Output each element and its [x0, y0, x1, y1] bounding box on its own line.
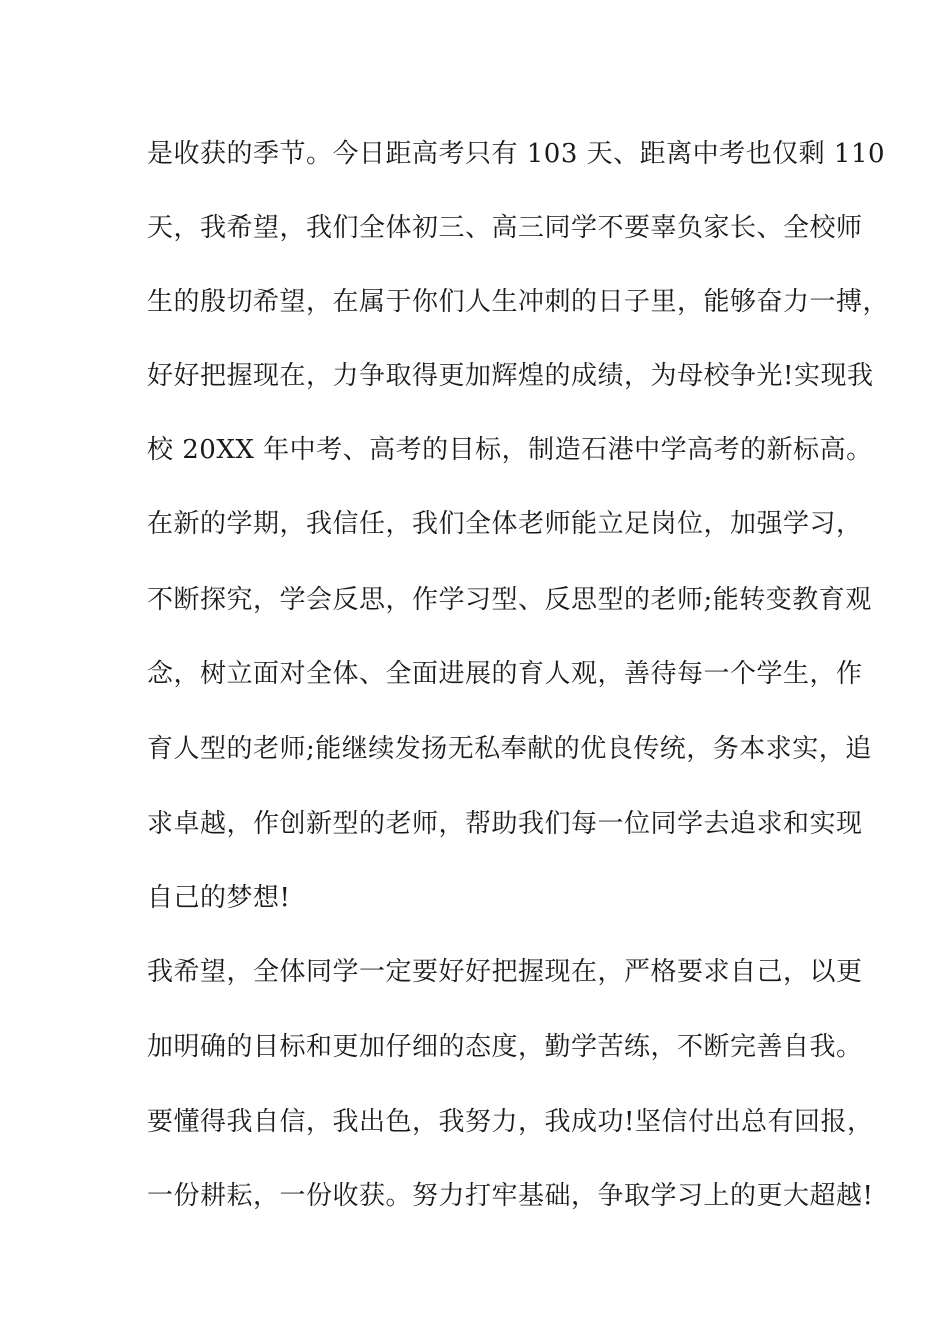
- text-line: 念，树立面对全体、全面进展的育人观，善待每一个学生，作: [147, 659, 863, 689]
- text-line: 一份耕耘，一份收获。努力打牢基础，争取学习上的更大超越!: [147, 1181, 874, 1211]
- text-line: 加明确的目标和更加仔细的态度，勤学苦练，不断完善自我。: [147, 1032, 863, 1062]
- text-line: 校 20XX 年中考、高考的目标，制造石港中学高考的新标高。: [147, 435, 873, 465]
- text-line: 天，我希望，我们全体初三、高三同学不要辜负家长、全校师: [147, 213, 863, 243]
- text-line: 生的殷切希望，在属于你们人生冲刺的日子里，能够奋力一搏，: [147, 287, 890, 317]
- text-line: 是收获的季节。今日距高考只有 103 天、距离中考也仅剩 110: [147, 139, 886, 169]
- text-line: 求卓越，作创新型的老师，帮助我们每一位同学去追求和实现: [147, 809, 863, 839]
- text-line: 不断探究，学会反思，作学习型、反思型的老师;能转变教育观: [147, 585, 872, 615]
- text-line: 我希望，全体同学一定要好好把握现在，严格要求自己，以更: [147, 957, 863, 987]
- text-line: 育人型的老师;能继续发扬无私奉献的优良传统，务本求实，追: [147, 734, 872, 764]
- text-line: 在新的学期，我信任，我们全体老师能立足岗位，加强学习，: [147, 509, 863, 539]
- text-line: 自己的梦想!: [147, 883, 291, 913]
- text-line: 好好把握现在，力争取得更加辉煌的成绩，为母校争光!实现我: [147, 361, 874, 391]
- text-line: 要懂得我自信，我出色，我努力，我成功!坚信付出总有回报，: [147, 1107, 874, 1137]
